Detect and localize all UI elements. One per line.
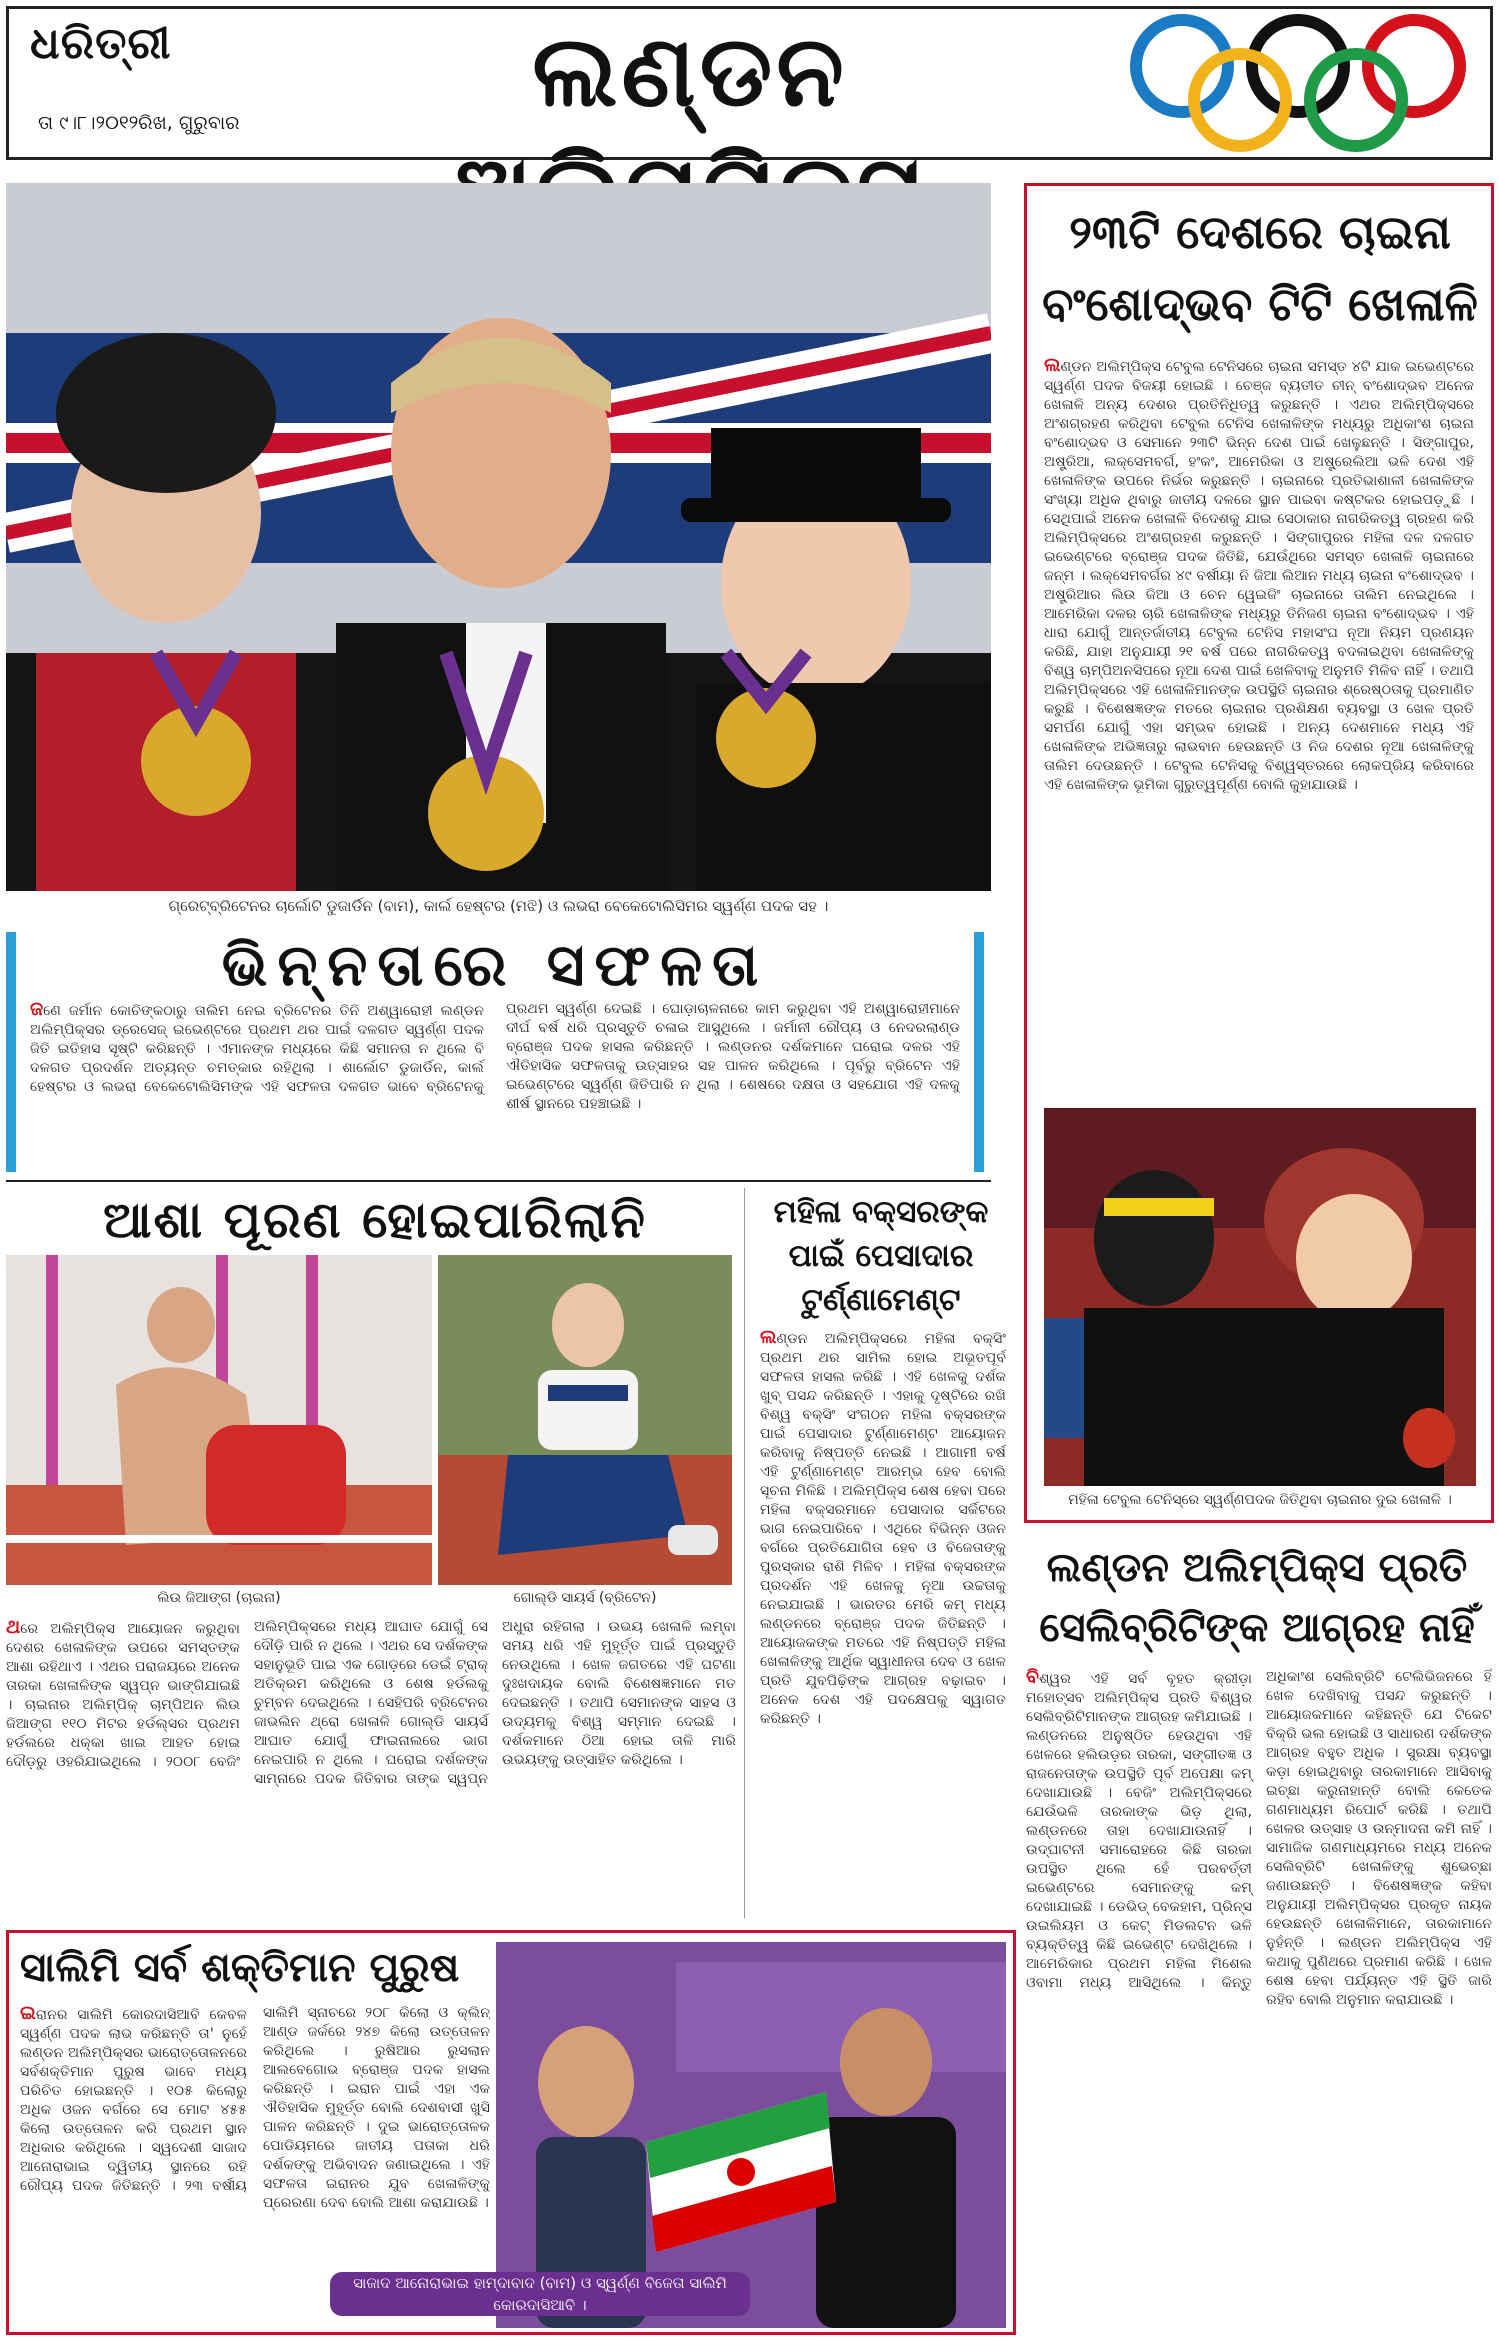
dateline: ତା ୯।୮।୨୦୧୨ରିଖ, ଗୁରୁବାର [38, 112, 240, 134]
story-success-text: ଣେ ଜର୍ମାନ କୋଚିଙ୍କଠାରୁ ତାଲିମ ନେଇ ବ୍ରିଟେନର ତିନି ଅଶ୍ୱାରୋହୀ ଲଣ୍ଡନ ଅଲିମ୍ପିକ୍ସର ଡ୍ରେସେଜ୍ ଇଭେଣ୍ଟରେ ପ୍ରଥମ ଥର ପାଇଁ ଦଳଗତ ସ୍ୱର୍ଣ୍ଣ ପଦକ ଜିତି ଇତିହାସ ସୃଷ୍ଟି କରିଛନ୍ତି । ଏମାନଙ୍କ ମଧ୍ୟରେ କିଛି ସମାନତା ନ ଥିଲେ ବି ଦଳଗତ ପ୍ରଦର୍ଶନ ଅତ୍ୟନ୍ତ ଚମତ୍କାର ରହିଥିଲା । ଶାର୍ଲୋଟ ଡୁଜାର୍ଡିନ, କାର୍ଲ ହେଷ୍ଟର ଓ ଲଭରା ବେକେଟୋଲିସିମଙ୍କ ଏହି ସଫଳତା ଦଳଗତ ଭାବେ ବ୍ରିଟେନକୁ ପ୍ରଥମ ସ୍ୱର୍ଣ୍ଣ ଦେଇଛି । ଘୋଡ଼ାଚାଳନାରେ କାମ କରୁଥିବା ଏହି ଅଶ୍ୱାରୋହୀମାନେ ଦୀର୍ଘ ବର୍ଷ ଧରି ପ୍ରସ୍ତୁତି ଚଳାଇ ଆସୁଥିଲେ । ଜର୍ମାନୀ ରୌପ୍ୟ ଓ ନେଦରଲାଣ୍ଡ ବ୍ରୋଞ୍ଜ ପଦକ ହାସଲ କରିଛନ୍ତି । ଲଣ୍ଡନର ଦର୍ଶକମାନେ ଘରୋଇ ଦଳର ଏହି ଐତିହାସିକ ସଫଳତାକୁ ଉତ୍ସାହର ସହ ପାଳନ କରିଥିଲେ । ପୂର୍ବରୁ ବ୍ରିଟେନ ଏହି ଇଭେଣ୍ଟରେ ସ୍ୱର୍ଣ୍ଣ ଜିତିପାରି ନ ଥିଲା । ଶେଷରେ ଦକ୍ଷତା ଓ ସହଯୋଗ ଏହି ଦଳକୁ ଶୀର୍ଷ ସ୍ଥାନରେ ପହଞ୍ଚାଇଛି । [30, 1001, 960, 1112]
drop-cap: ବି [1026, 1668, 1039, 1688]
page-title: ଲଣ୍ଡନ [532, 15, 848, 129]
drop-cap: ଥ [6, 1618, 21, 1638]
boxing-headline-line3: ଟୁର୍ଣ୍ଣାମେଣ୍ଟ [801, 1282, 961, 1318]
drop-cap: ଲ [1044, 356, 1061, 376]
goldie-sayers-caption: ଗୋଲ୍ଡି ସାୟର୍ସ (ବ୍ରିଟେନ) [513, 1590, 657, 1606]
celebs-headline-line2: ସେଲିବ୍ରିଟିଙ୍କ ଆଗ୍ରହ ନାହିଁ [1039, 1605, 1475, 1651]
story-hopes-text: ରେ ଅଲିମ୍ପିକ୍ସ ଆୟୋଜନ କରୁଥିବା ଦେଶର ଖେଳାଳିଙ୍କ ଉପରେ ସମସ୍ତଙ୍କ ଆଶା ରହିଥାଏ । ଏଥର ପରାଜୟରେ ଅନେକ ତାରକା ଖେଳାଳିଙ୍କ ସ୍ୱପ୍ନ ଭାଙ୍ଗିଯାଇଛି । ଚାଇନାର ଅଲିମ୍ପିକ୍ ଚାମ୍ପିଅନ ଲିଉ ଜିଆଙ୍ଗ ୧୧୦ ମିଟର ହର୍ଡଲ୍‌ସର ପ୍ରଥମ ହର୍ଡଲରେ ଧକ୍କା ଖାଇ ଆହତ ହୋଇ ଦୌଡ଼ରୁ ଓହରିଯାଇଥିଲେ । ୨୦୦୮ ବେଜିଂ ଅଲିମ୍ପିକ୍ସରେ ମଧ୍ୟ ଆଘାତ ଯୋଗୁଁ ସେ ଦୌଡ଼ି ପାରି ନ ଥିଲେ । ଏଥର ସେ ଦର୍ଶକଙ୍କ ସହାନୁଭୂତି ପାଇ ଏକ ଗୋଡ଼ରେ ଡେଇଁ ଟ୍ରାକ୍ ଅତିକ୍ରମ କରିଥିଲେ ଓ ଶେଷ ହର୍ଡଲକୁ ଚୁମ୍ବନ ଦେଇଥିଲେ । ସେହିପରି ବ୍ରିଟେନର ଜାଭଲିନ ଥ୍ରୋ ଖେଳାଳି ଗୋଲ୍ଡି ସାୟର୍ସ ଆଘାତ ଯୋଗୁଁ ଫାଇନାଲରେ ଭାଗ ନେଇପାରି ନ ଥିଲେ । ଘରୋଇ ଦର୍ଶକଙ୍କ ସାମ୍ନାରେ ପଦକ ଜିତିବାର ତାଙ୍କ ସ୍ୱପ୍ନ ଅଧୁରା ରହିଗଲା । ଉଭୟ ଖେଳାଳି ଲମ୍ବା ସମୟ ଧରି ଏହି ମୁହୂର୍ତ୍ତ ପାଇଁ ପ୍ରସ୍ତୁତି ନେଉଥିଲେ । ଖେଳ ଜଗତରେ ଏହି ଘଟଣା ଦୁଃଖଦାୟକ ବୋଲି ବିଶେଷଜ୍ଞମାନେ ମତ ଦେଇଛନ୍ତି । ତଥାପି ସେମାନଙ୍କ ସାହସ ଓ ଉଦ୍ୟମକୁ ବିଶ୍ୱ ସମ୍ମାନ ଦେଇଛି । ଦର୍ଶକମାନେ ଠିଆ ହୋଇ ତାଳି ମାରି ଉଭୟଙ୍କୁ ଉତ୍ସାହିତ କରିଥିଲେ । [6, 1619, 736, 1787]
drop-cap: ଲ [760, 1328, 777, 1348]
green-ring-icon [1304, 48, 1408, 152]
story-hopes-headline: ଆଶା ପୂରଣ ହୋଇପାରିଲାନି [103, 1191, 647, 1249]
newspaper-logo: ଧରିତ୍ରୀ [30, 18, 172, 69]
equestrian-medalists-photo [6, 183, 991, 891]
photo-illustration [6, 183, 991, 891]
weightlifters-photo [496, 1942, 1006, 2328]
boxing-headline-line1: ମହିଳା ବକ୍ସରଙ୍କ [773, 1194, 989, 1230]
photo-illustration [438, 1255, 732, 1585]
liu-xiang-photo [6, 1255, 432, 1585]
celebs-text: ଶ୍ୱର ଏହି ସର୍ବ ବୃହତ କ୍ରୀଡ଼ା ମହୋତ୍ସବ ଅଲିମ୍ପିକ୍ସ ପ୍ରତି ବିଶ୍ୱର ସେଲିବ୍ରିଟିମାନଙ୍କ ଆଗ୍ରହ କମିଯାଇଛି । ଲଣ୍ଡନରେ ଅନୁଷ୍ଠିତ ହେଉଥିବା ଏହି ଖେଳରେ ହଲିଉଡ଼ର ତାରକା, ସଙ୍ଗୀତଜ୍ଞ ଓ ରାଜନେତାଙ୍କ ଉପସ୍ଥିତି ପୂର୍ବ ଅପେକ୍ଷା କମ୍ ଦେଖାଯାଉଛି । ବେଜିଂ ଅଲିମ୍ପିକ୍ସରେ ଯେଉଁଭଳି ତାରକାଙ୍କ ଭିଡ଼ ଥିଲା, ଲଣ୍ଡନରେ ତାହା ଦେଖାଯାଉନାହିଁ । ଉଦ୍‌ଘାଟନୀ ସମାରୋହରେ କିଛି ତାରକା ଉପସ୍ଥିତ ଥିଲେ ହେଁ ପରବର୍ତ୍ତୀ ଇଭେଣ୍ଟରେ ସେମାନଙ୍କୁ କମ୍ ଦେଖାଯାଇଛି । ଡେଭିଡ୍ ବେକହାମ, ପ୍ରିନ୍ସ ଉଇଲିୟମ ଓ କେଟ୍ ମିଡଲଟନ ଭଳି ବ୍ୟକ୍ତିତ୍ୱ କିଛି ଇଭେଣ୍ଟ ଦେଖିଥିଲେ । ଆମେରିକାର ପ୍ରଥମ ମହିଳା ମିଶେଲ ଓବାମା ମଧ୍ୟ ଆସିଥିଲେ । କିନ୍ତୁ ଅଧିକାଂଶ ସେଲିବ୍ରିଟି ଟେଲିଭିଜନରେ ହିଁ ଖେଳ ଦେଖିବାକୁ ପସନ୍ଦ କରୁଛନ୍ତି । ଆୟୋଜକମାନେ କହିଛନ୍ତି ଯେ ଟିକେଟ ବିକ୍ରି ଭଲ ହୋଇଛି ଓ ସାଧାରଣ ଦର୍ଶକଙ୍କ ଆଗ୍ରହ ବହୁତ ଅଧିକ । ସୁରକ୍ଷା ବ୍ୟବସ୍ଥା କଡ଼ା ହୋଇଥିବାରୁ ତାରକାମାନେ ଆସିବାକୁ ଇଚ୍ଛା କରୁନାହାନ୍ତି ବୋଲି କେତେକ ଗଣମାଧ୍ୟମ ରିପୋର୍ଟ କରିଛି । ତଥାପି ଖେଳର ଉତ୍ସାହ ଓ ଉନ୍ମାଦନା କମି ନାହିଁ । ସାମାଜିକ ଗଣମାଧ୍ୟମରେ ମଧ୍ୟ ଅନେକ ସେଲିବ୍ରିଟି ଖେଳାଳିଙ୍କୁ ଶୁଭେଚ୍ଛା ଜଣାଉଛନ୍ତି । ବିଶେଷଜ୍ଞଙ୍କ କହିବା ଅନୁଯାୟୀ ଅଲିମ୍ପିକ୍ସର ପ୍ରକୃତ ନାୟକ ହେଉଛନ୍ତି ଖେଳାଳିମାନେ, ତାରକାମାନେ ନୁହଁନ୍ତି । ଲଣ୍ଡନ ଅଲିମ୍ପିକ୍ସ ଏହି କଥାକୁ ପୁଣିଥରେ ପ୍ରମାଣ କରିଛି । ଖେଳ ଶେଷ ହେବା ପର୍ଯ୍ୟନ୍ତ ଏହି ସ୍ଥିତି ଜାରି ରହିବ ବୋଲି ଅନୁମାନ କରାଯାଉଛି । [1026, 1669, 1492, 2008]
salimi-photo-caption: ସାଜାଦ ଆନୋରାଭାଇ ହାମ୍‌ଦାବାଦ (ବାମ) ଓ ସ୍ୱର୍ଣ୍ଣ ବିଜେତା ସାଲିମି କୋରଦାସିଆବି । [330, 2272, 750, 2316]
section-bar-right [974, 932, 984, 1172]
drop-cap: ଇ [20, 2004, 36, 2024]
china-headline-line1: ୨୩ଟି ଦେଶରେ ଚାଇନା [1069, 205, 1451, 259]
goldie-sayers-photo [438, 1255, 732, 1585]
top-photo-caption: ଗ୍ରେଟ୍‌ବ୍ରିଟେନର ଚାର୍ଲୋଟି ଡୁଜାର୍ଡିନ (ବାମ), କାର୍ଲ ହେଷ୍ଟର (ମଝି) ଓ ଲଭରା ବେକେଟୋଲିସିମର ସ୍ୱର୍ଣ୍ଣ ପଦକ ସହ । [168, 897, 829, 915]
liu-xiang-caption: ଲିଉ ଜିଆଙ୍ଗ (ଚାଇନା) [157, 1590, 281, 1606]
photo-illustration [6, 1255, 432, 1585]
divider [6, 1180, 991, 1182]
table-tennis-caption: ମହିଳା ଟେବୁଲ ଟେନିସ୍‌ରେ ସ୍ୱର୍ଣ୍ଣପଦକ ଜିତିଥିବା ଚାଇନାର ଦୁଇ ଖେଳାଳି । [1068, 1492, 1452, 1508]
table-tennis-photo [1044, 1108, 1476, 1486]
story-success-headline: ଭିନ୍ନତାରେ ସଫଳତା [221, 931, 769, 999]
yellow-ring-icon [1188, 48, 1292, 152]
salimi-text: ରାନର ସାଲିମି କୋରଦାସିଆବି କେବଳ ସ୍ୱର୍ଣ୍ଣ ପଦକ ଲାଭ କରିଛନ୍ତି ତା' ନୁହେଁ ଲଣ୍ଡନ ଅଲିମ୍ପିକ୍ସର ଭାରୋତ୍ତୋଳନରେ ସର୍ବଶକ୍ତିମାନ ପୁରୁଷ ଭାବେ ମଧ୍ୟ ପରିଚିତ ହୋଇଛନ୍ତି । ୧୦୫ କିଲୋରୁ ଅଧିକ ଓଜନ ବର୍ଗରେ ସେ ମୋଟ ୪୫୫ କିଲୋ ଉତ୍ତୋଳନ କରି ପ୍ରଥମ ସ୍ଥାନ ଅଧିକାର କରିଥିଲେ । ସ୍ୱଦେଶୀ ସାଜାଦ ଆନୋରାଭାଇ ଦ୍ୱିତୀୟ ସ୍ଥାନରେ ରହି ରୌପ୍ୟ ପଦକ ଜିତିଛନ୍ତି । ୨୩ ବର୍ଷୀୟ ସାଲିମି ସ୍ନାଚରେ ୨୦୮ କିଲୋ ଓ କ୍ଲିନ୍ ଆଣ୍ଡ ଜର୍କରେ ୨୪୭ କିଲୋ ଉତ୍ତୋଳନ କରିଥିଲେ । ରୁଷିଆର ରୁସଲାନ ଆଲବେଗୋଭ ବ୍ରୋଞ୍ଜ ପଦକ ହାସଲ କରିଛନ୍ତି । ଇରାନ ପାଇଁ ଏହା ଏକ ଐତିହାସିକ ମୁହୂର୍ତ୍ତ ବୋଲି ଦେଶବାସୀ ଖୁସି ପାଳନ କରିଛନ୍ତି । ଦୁଇ ଭାରୋତ୍ତୋଳକ ପୋଡିୟମରେ ଜାତୀୟ ପତାକା ଧରି ଦର୍ଶକଙ୍କୁ ଅଭିବାଦନ ଜଣାଇଥିଲେ । ଏହି ସଫଳତା ଇରାନର ଯୁବ ଖେଳାଳିଙ୍କୁ ପ୍ରେରଣା ଦେବ ବୋଲି ଆଶା କରାଯାଉଛି । [20, 2005, 490, 2211]
celebs-body [1026, 1668, 1492, 2328]
section-bar-left [6, 932, 16, 1172]
story-success-body [30, 1000, 960, 1170]
salimi-headline: ସାଲିମି ସର୍ବ ଶକ୍ତିମାନ ପୁରୁଷ [20, 1945, 460, 1991]
column-divider [744, 1188, 745, 1918]
china-body [1044, 356, 1474, 1096]
china-headline-line2: ବଂଶୋଦ୍ଭବ ଟିଟି ଖେଳାଳି [1042, 277, 1478, 331]
drop-cap: ଜ [30, 1000, 44, 1020]
boxing-headline-line2: ପାଇଁ ପେସାଦାର [788, 1238, 974, 1274]
boxing-text: ଣ୍ଡନ ଅଲିମ୍ପିକ୍ସରେ ମହିଳା ବକ୍ସିଂ ପ୍ରଥମ ଥର ସାମିଲ ହୋଇ ଅଭୂତପୂର୍ବ ସଫଳତା ହାସଲ କରିଛି । ଏହି ଖେଳକୁ ଦର୍ଶକ ଖୁବ୍ ପସନ୍ଦ କରିଛନ୍ତି । ଏହାକୁ ଦୃଷ୍ଟିରେ ରଖି ବିଶ୍ୱ ବକ୍ସିଂ ସଂଗଠନ ମହିଳା ବକ୍ସରଙ୍କ ପାଇଁ ପେସାଦାର ଟୁର୍ଣ୍ଣାମେଣ୍ଟ ଆୟୋଜନ କରିବାକୁ ନିଷ୍ପତ୍ତି ନେଇଛି । ଆଗାମୀ ବର୍ଷ ଏହି ଟୁର୍ଣ୍ଣାମେଣ୍ଟ ଆରମ୍ଭ ହେବ ବୋଲି ସୂଚନା ମିଳିଛି । ଅଲିମ୍ପିକ୍ସ ଶେଷ ହେବା ପରେ ମହିଳା ବକ୍ସରମାନେ ପେସାଦାର ସର୍କିଟରେ ଭାଗ ନେଇପାରିବେ । ଏଥିରେ ବିଭିନ୍ନ ଓଜନ ବର୍ଗରେ ପ୍ରତିଯୋଗିତା ହେବ ଓ ବିଜେତାଙ୍କୁ ପୁରସ୍କାର ରାଶି ମିଳିବ । ମହିଳା ବକ୍ସରଙ୍କ ପ୍ରଦର୍ଶନ ଏହି ଖେଳକୁ ନୂଆ ଉଚ୍ଚତାକୁ ନେଇଯାଇଛି । ଭାରତର ମେରି କମ୍ ମଧ୍ୟ ଲଣ୍ଡନରେ ବ୍ରୋଞ୍ଜ ପଦକ ଜିତିଛନ୍ତି । ଆୟୋଜକଙ୍କ ମତରେ ଏହି ନିଷ୍ପତ୍ତି ମହିଳା ଖେଳାଳିଙ୍କୁ ଆର୍ଥିକ ସ୍ୱାଧୀନତା ଦେବ ଓ ଖେଳ ପ୍ରତି ଯୁବପିଢ଼ିଙ୍କ ଆଗ୍ରହ ବଢ଼ାଇବ । ଅନେକ ଦେଶ ଏହି ପଦକ୍ଷେପକୁ ସ୍ୱାଗତ କରିଛନ୍ତି । [760, 1331, 1006, 1727]
photo-illustration [496, 1942, 1006, 2328]
celebs-headline-line1: ଲଣ୍ଡନ ଅଲିମ୍ପିକ୍ସ ପ୍ରତି [1046, 1545, 1468, 1591]
china-text: ଣ୍ଡନ ଅଲିମ୍ପିକ୍ସ ଟେବୁଲ ଟେନିସରେ ଚାଇନା ସମସ୍ତ ୪ଟି ଯାକ ଇଭେଣ୍ଟରେ ସ୍ୱର୍ଣ୍ଣ ପଦକ ବିଜୟୀ ହୋଇଛି । ଚେଞ୍ଜ ବ୍ୟତୀତ ଚୀନ୍ ବଂଶୋଦ୍ଭବ ଅନେକ ଖେଳାଳି ଅନ୍ୟ ଦେଶର ପ୍ରତିନିଧିତ୍ୱ କରୁଛନ୍ତି । ଏଥର ଅଲିମ୍ପିକ୍ସରେ ଅଂଶଗ୍ରହଣ କରିଥିବା ଟେବୁଲ ଟେନିସ ଖେଳାଳିଙ୍କ ମଧ୍ୟରୁ ଅଧିକାଂଶ ଚାଇନା ବଂଶୋଦ୍ଭବ ଓ ସେମାନେ ୨୩ଟି ଭିନ୍ନ ଦେଶ ପାଇଁ ଖେଳୁଛନ୍ତି । ସିଙ୍ଗାପୁର, ଅଷ୍ଟ୍ରିଆ, ଲକ୍ସେମବର୍ଗ, ହଂକଂ, ଆମେରିକା ଓ ଅଷ୍ଟ୍ରେଲିଆ ଭଳି ଦେଶ ଏହି ଖେଳାଳିଙ୍କ ଉପରେ ନିର୍ଭର କରୁଛନ୍ତି । ଚାଇନାରେ ପ୍ରତିଭାଶାଳୀ ଖେଳାଳିଙ୍କ ସଂଖ୍ୟା ଅଧିକ ଥିବାରୁ ଜାତୀୟ ଦଳରେ ସ୍ଥାନ ପାଇବା କଷ୍ଟକର ହୋଇପଡ଼ୁଛି । ସେଥିପାଇଁ ଅନେକ ଖେଳାଳି ବିଦେଶକୁ ଯାଇ ସେଠାକାର ନାଗରିକତ୍ୱ ଗ୍ରହଣ କରି ଅଲିମ୍ପିକ୍ସରେ ଅଂଶଗ୍ରହଣ କରୁଛନ୍ତି । ସିଙ୍ଗାପୁରର ମହିଳା ଦଳ ଦଳଗତ ଇଭେଣ୍ଟରେ ବ୍ରୋଞ୍ଜ ପଦକ ଜିତିଛି, ଯେଉଁଥିରେ ସମସ୍ତ ଖେଳାଳି ଚାଇନାରେ ଜନ୍ମ । ଲକ୍ସେମବର୍ଗର ୪୯ ବର୍ଷୀୟା ନି ଜିଆ ଲିଆନ ମଧ୍ୟ ଚାଇନା ବଂଶୋଦ୍ଭବ । ଅଷ୍ଟ୍ରିଆର ଲିଉ ଜିଆ ଓ ଚେନ ୱେଇଜିଂ ଚାଇନାରେ ତାଲିମ ନେଇଥିଲେ । ଆମେରିକା ଦଳର ଚାରି ଖେଳାଳିଙ୍କ ମଧ୍ୟରୁ ତିନିଜଣ ଚାଇନା ବଂଶୋଦ୍ଭବ । ଏହି ଧାରା ଯୋଗୁଁ ଆନ୍ତର୍ଜାତୀୟ ଟେବୁଲ ଟେନିସ ମହାସଂଘ ନୂଆ ନିୟମ ପ୍ରଣୟନ କରିଛି, ଯାହା ଅନୁଯାୟୀ ୨୧ ବର୍ଷ ପରେ ନାଗରିକତ୍ୱ ବଦଳାଇଥିବା ଖେଳାଳିଙ୍କୁ ବିଶ୍ୱ ଚାମ୍ପିଅନସିପରେ ନୂଆ ଦେଶ ପାଇଁ ଖେଳିବାକୁ ଅନୁମତି ମିଳିବ ନାହିଁ । ତଥାପି ଅଲିମ୍ପିକ୍ସରେ ଏହି ଖେଳାଳିମାନଙ୍କ ଉପସ୍ଥିତି ଚାଇନାର ଶ୍ରେଷ୍ଠତାକୁ ପ୍ରମାଣିତ କରୁଛି । ବିଶେଷଜ୍ଞଙ୍କ ମତରେ ଚାଇନାର ପ୍ରଶିକ୍ଷଣ ବ୍ୟବସ୍ଥା ଓ ଖେଳ ପ୍ରତି ସମର୍ପଣ ଯୋଗୁଁ ଏହା ସମ୍ଭବ ହୋଇଛି । ଅନ୍ୟ ଦେଶମାନେ ମଧ୍ୟ ଏହି ଖେଳାଳିଙ୍କ ଅଭିଜ୍ଞତାରୁ ଲାଭବାନ ହେଉଛନ୍ତି ଓ ନିଜ ଦେଶର ନୂଆ ଖେଳାଳିଙ୍କୁ ତାଲିମ ଦେଉଛନ୍ତି । ଟେବୁଲ ଟେନିସକୁ ବିଶ୍ୱସ୍ତରରେ ଲୋକପ୍ରିୟ କରିବାରେ ଏହି ଖେଳାଳିଙ୍କ ଭୂମିକା ଗୁରୁତ୍ୱପୂର୍ଣ୍ଣ ବୋଲି କୁହାଯାଉଛି । [1044, 359, 1474, 793]
story-hopes-body [6, 1618, 736, 1916]
boxing-body [760, 1328, 1006, 1918]
photo-illustration [1044, 1108, 1476, 1486]
olympic-rings-icon [1130, 14, 1470, 154]
